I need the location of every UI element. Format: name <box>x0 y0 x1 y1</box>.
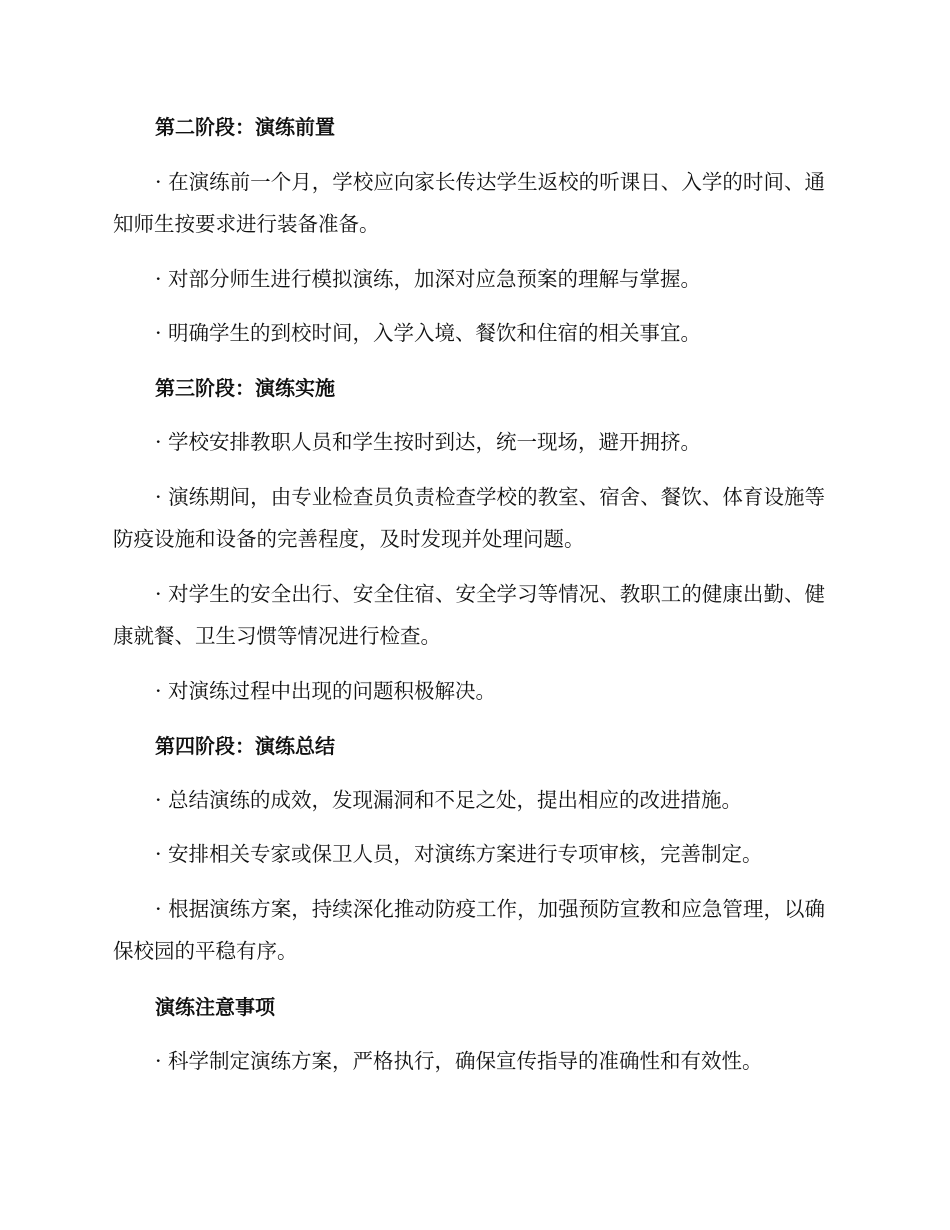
paragraph: · 根据演练方案，持续深化推动防疫工作，加强预防宣教和应急管理，以确保校园的平稳有序。 <box>113 897 825 963</box>
paragraph: · 学校安排教职人员和学生按时到达，统一现场，避开拥挤。 <box>155 430 702 454</box>
paragraph: · 对部分师生进行模拟演练，加深对应急预案的理解与掌握。 <box>155 267 702 291</box>
section-heading: 演练注意事项 <box>155 995 275 1019</box>
paragraph: · 对演练过程中出现的问题积极解决。 <box>155 679 497 703</box>
paragraph: · 对学生的安全出行、安全住宿、安全学习等情况、教职工的健康出勤、健康就餐、卫生习惯等情况进行检查。 <box>113 582 825 648</box>
section-heading: 第四阶段：演练总结 <box>155 734 335 758</box>
paragraph: · 科学制定演练方案，严格执行，确保宣传指导的准确性和有效性。 <box>155 1049 763 1073</box>
paragraph: · 在演练前一个月，学校应向家长传达学生返校的听课日、入学的时间、通知师生按要求进行装备准备。 <box>113 170 825 236</box>
paragraph: · 安排相关专家或保卫人员，对演练方案进行专项审核，完善制定。 <box>155 842 763 866</box>
paragraph: · 总结演练的成效，发现漏洞和不足之处，提出相应的改进措施。 <box>155 788 743 812</box>
paragraph: · 演练期间，由专业检查员负责检查学校的教室、宿舍、餐饮、体育设施等防疫设施和设备的完善程度，及时发现并处理问题。 <box>113 485 825 551</box>
section-heading: 第二阶段：演练前置 <box>155 115 335 139</box>
paragraph: · 明确学生的到校时间，入学入境、餐饮和住宿的相关事宜。 <box>155 321 702 345</box>
section-heading: 第三阶段：演练实施 <box>155 376 335 400</box>
